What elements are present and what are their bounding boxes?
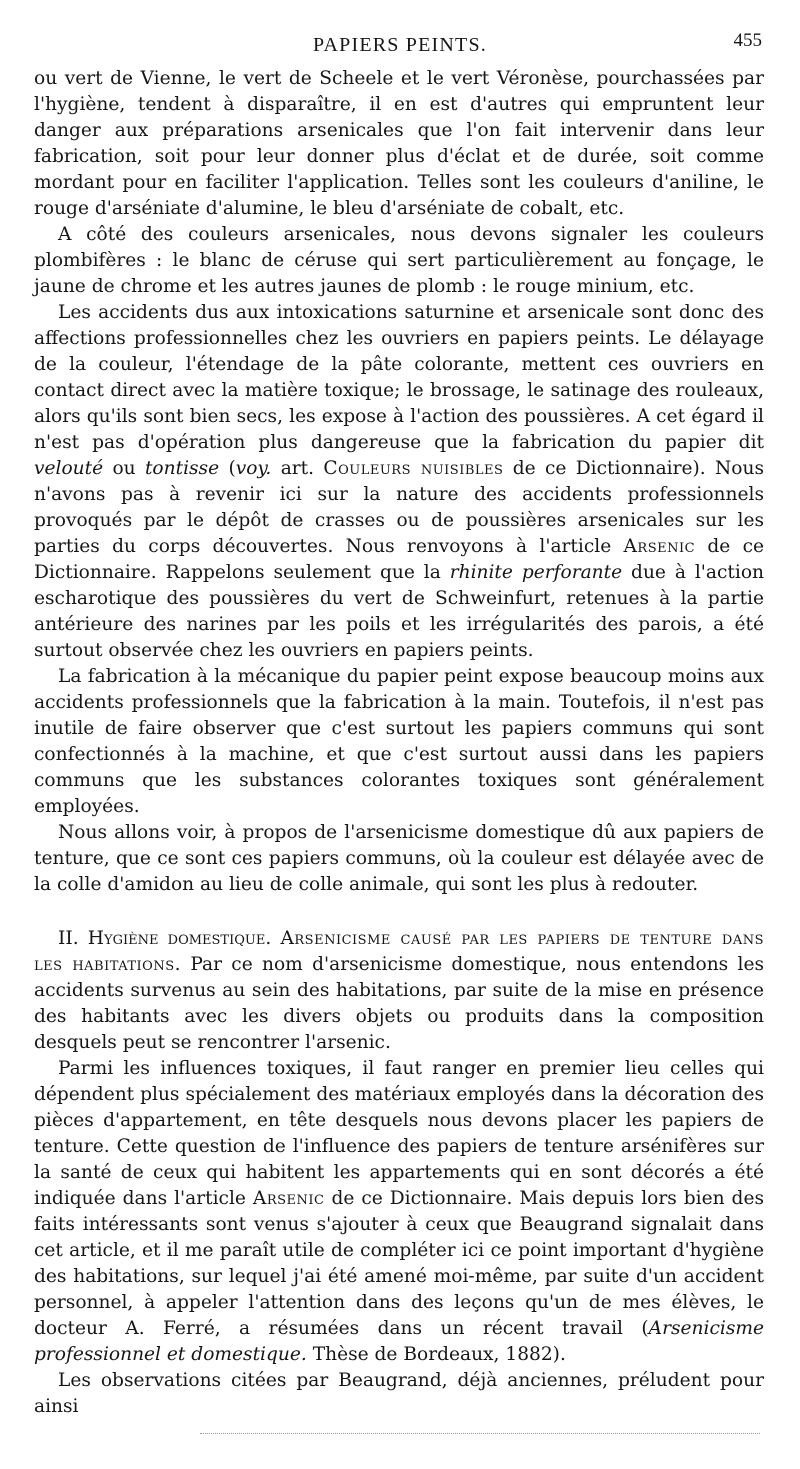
cross-reference-couleurs-nuisibles: Couleurs nuisibles [323,458,504,479]
paragraph-common-papers: Nous allons voir, à propos de l'arsenicisme domestique dû aux papiers de tenture, que ce sont ces papiers communs, où la couleur est délayée avec de la colle d'amidon au lieu de colle animale, qui sont les plus à redouter. [34,822,764,895]
term-rhinite-perforante: rhinite perforante [449,562,623,583]
running-title: PAPIERS PEINTS. [313,34,487,56]
text-run: due à l'action escharotique des poussières du vert de Schweinfurt, retenues à la partie antérieure des narines par les poils et les irrégularités des parois, a été surtout observée chez les ouvriers en papiers peints. [34,562,764,661]
term-veloute: velouté [34,458,104,479]
cross-reference-arsenic: Arsenic [623,536,696,557]
paragraph-occupational-accidents [34,300,764,664]
text-run: Thèse de Bordeaux, 1882). [306,1344,566,1365]
text-run: ou [103,458,145,479]
paragraph-lead-colors: A côté des couleurs arsenicales, nous devons signaler les couleurs plombifères : le blanc de céruse qui sert particulièrement au fonçage, le jaune de chrome et les autres jaunes de plomb : le rouge minium, etc. [34,224,764,297]
section-number: II. [58,928,79,949]
text-run: de ce Dictionnaire. Rappelons seulement que la [34,536,764,583]
page-header [0,30,800,60]
text-run: ( [219,458,236,479]
section-intro: Par ce nom d'arsenicisme domestique, nous entendons les accidents survenus au sein des habitations, par suite de la mise en présence des habitants avec les divers objets ou produits dans la composition desquels peut se rencontrer l'arsenic. [34,954,764,1053]
footer-dotted-rule [200,1433,760,1434]
text-run: art. [271,458,324,479]
section-subtitle: Arsenicisme causé par les papiers de tenture dans les habitations. [34,928,764,975]
paragraph-toxic-influences [34,1056,764,1368]
section-heading-paragraph [34,926,764,1056]
cited-work-title: Arsenicisme professionnel et domestique. [34,1318,764,1365]
text-run: de ce Dictionnaire. Mais depuis lors bien des faits intéressants sont venus s'ajouter à ceux que Beaugrand signalait dans cet article, et il me paraît utile de compléter ici ce point important d'hygiène des habitations, sur lequel j'ai été amené moi-même, par suite d'un accident personnel, à appeler l'attention dans des leçons qu'un de mes élèves, le docteur A. Ferré, a résumées dans un récent travail ( [34,1188,764,1339]
paragraph-continuation: ou vert de Vienne, le vert de Scheele et le vert Véronèse, pourchassées par l'hygiène, tendent à disparaître, il en est d'autres qui empruntent leur danger aux préparations arsenicales que l'on fait intervenir dans leur fabrication, soit pour leur donner plus d'éclat et de durée, soit comme mordant pour en faciliter l'application. Telles sont les couleurs d'aniline, le rouge d'arséniate d'alumine, le bleu d'arséniate de cobalt, etc. [34,68,764,219]
text-run: Parmi les influences toxiques, il faut ranger en premier lieu celles qui dépendent plus spécialement des matériaux employés dans la décoration des pièces d'appartement, en tête desquels nous devons placer les papiers de tenture. Cette question de l'influence des papiers de tenture arsénifères sur la santé de ceux qui habitent les appartements qui en sont décorés a été indiquée dans l'article [34,1058,764,1209]
cross-reference-arsenic: Arsenic [252,1188,325,1209]
section-gap [34,898,764,926]
voy-abbrev: voy. [235,458,272,479]
paragraph-beaugrand-observations: Les observations citées par Beaugrand, déjà anciennes, préludent pour ainsi [34,1370,764,1417]
section-title: Hygiène domestique. [87,928,272,949]
term-tontisse: tontisse [144,458,220,479]
text-run: Les accidents dus aux intoxications saturnine et arsenicale sont donc des affections professionnelles chez les ouvriers en papiers peints. Le délayage de la couleur, l'étendage de la pâte colorante, mettent ces ouvriers en contact direct avec la matière toxique; le brossage, le satinage des rouleaux, alors qu'ils sont bien secs, les expose à l'action des poussières. A cet égard il n'est pas d'opération plus dangereuse que la fabrication du papier dit [34,302,764,453]
paragraph-mechanical-fabrication: La fabrication à la mécanique du papier peint expose beaucoup moins aux accidents professionnels que la fabrication à la main. Toutefois, il n'est pas inutile de faire observer que c'est surtout les papiers communs qui sont confectionnés à la machine, et que c'est surtout aussi dans les papiers communs que les substances colorantes toxiques sont généralement employées. [34,666,764,817]
text-run: de ce Dictionnaire). Nous n'avons pas à revenir ici sur la nature des accidents professionnels provoqués par le dépôt de crasses ou de poussières arsenicales sur les parties du corps découvertes. Nous renvoyons à l'article [34,458,764,557]
page-number: 455 [733,30,762,51]
body-text [34,66,764,1420]
